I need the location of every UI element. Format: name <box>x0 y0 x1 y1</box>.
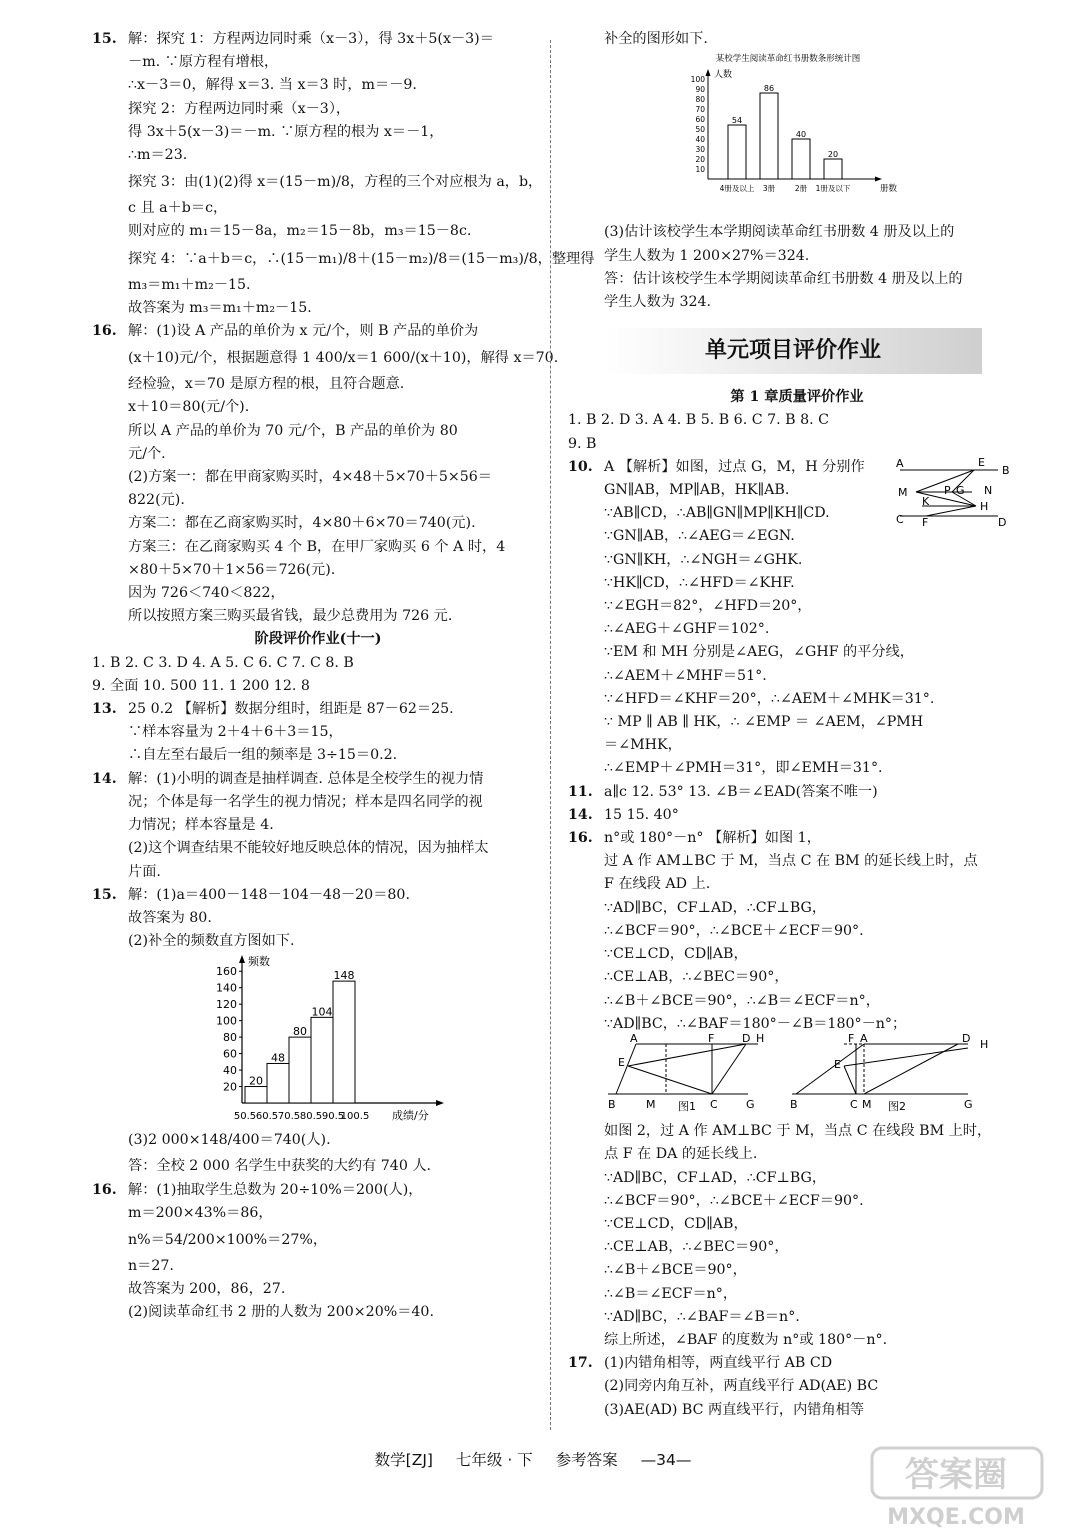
answer-text: (3)估计该校学生本学期阅读革命红书册数 4 册及以上的 <box>604 224 955 241</box>
answer-text: ∵AD∥BC，∴∠BAF＝∠B＝n°. <box>604 1308 800 1325</box>
figure-point-label: D <box>962 1031 971 1045</box>
answer-line <box>568 990 1026 1013</box>
answer-text: ∵∠HFD＝∠KHF＝20°，∴∠AEM＋∠MHK＝31°. <box>604 690 935 707</box>
answer-line <box>568 291 1026 314</box>
figure-point-label: F <box>708 1031 715 1045</box>
footer-page-number: —34— <box>640 1451 692 1469</box>
hist-bar <box>289 1037 311 1103</box>
answer-line <box>92 861 544 884</box>
figure-point-label: A <box>860 1031 868 1045</box>
answer-text: ∴∠BCF＝90°，∴∠BCE＋∠ECF＝90°. <box>604 1192 864 1209</box>
answer-text: ∵AD∥BC，∴∠BAF＝180°－∠B＝180°－n°； <box>604 1015 907 1032</box>
question-line <box>92 28 544 51</box>
answer-text: 故答案为 200，86，27. <box>128 1281 286 1298</box>
answer-text: F 在线段 AD 上. <box>604 876 711 893</box>
bar-chart-category: 1册及以下 <box>815 184 851 194</box>
answer-text: (3)2 000×148/400＝740(人). <box>128 1132 331 1149</box>
answer-text: 答：估计该校学生本学期阅读革命红书册数 4 册及以上的 <box>604 270 963 287</box>
answer-line <box>92 197 544 220</box>
answer-text: 故答案为 80. <box>128 909 212 926</box>
answer-text: (2)补全的频数直方图如下. <box>128 933 295 950</box>
answer-line <box>92 930 544 953</box>
hist-x-tick: 90.5 <box>321 1111 345 1123</box>
hist-bar-label: 80 <box>293 1025 307 1039</box>
answer-line <box>92 721 544 744</box>
answer-line <box>92 98 544 121</box>
answer-line <box>92 274 544 297</box>
bar-chart-y-tick: 80 <box>695 95 705 105</box>
bar-chart-y-tick: 90 <box>695 85 705 95</box>
answer-line <box>92 907 544 930</box>
figure-point-label: D <box>742 1031 751 1045</box>
hist-y-tick: 60 <box>223 1047 237 1061</box>
bar-chart <box>668 51 908 213</box>
figure-q16-diagrams <box>568 1031 1026 1113</box>
answer-text: ∴∠AEM＋∠MHF＝51°. <box>604 667 767 684</box>
hist-y-tick: 40 <box>223 1064 237 1078</box>
hist-x-tick: 50.5 <box>233 1111 257 1123</box>
answer-line <box>568 641 1026 664</box>
question-number: 14. <box>568 806 593 823</box>
hist-bar <box>311 1018 333 1104</box>
question-line <box>568 804 1026 827</box>
question-number: 15. <box>92 886 117 903</box>
answer-text: ∴∠B＋∠BCE＝90°，∴∠B＝∠ECF＝n°， <box>604 992 880 1009</box>
answer-text: m＝200×43%＝86， <box>128 1204 273 1221</box>
hist-bar <box>333 981 355 1103</box>
answer-line <box>568 572 1026 595</box>
answer-text: 况；个体是每一名学生的视力情况；样本是四名同学的视 <box>128 793 483 810</box>
answer-text: 解：(1)a＝400－148－104－48－20＝80. <box>128 886 410 903</box>
answer-text: 探究 3：由(1)(2)得 x＝(15－m)/8，方程的三个对应根为 a，b， <box>128 174 543 191</box>
question-line <box>568 1352 1026 1375</box>
answer-line <box>568 1167 1026 1190</box>
answer-line <box>92 512 544 535</box>
answer-line <box>568 618 1026 641</box>
figure-point-label: B <box>608 1097 616 1111</box>
figure-q10-parallel-lines <box>894 456 1018 532</box>
section-heading <box>568 386 1026 409</box>
answer-line <box>92 74 544 97</box>
answer-text: ∴∠B＝∠ECF＝n°， <box>604 1285 738 1302</box>
figure-point-label: E <box>978 455 985 469</box>
question-number: 17. <box>568 1355 593 1372</box>
question-number: 16. <box>92 1181 117 1198</box>
answer-text: ＝∠MHK， <box>604 737 682 754</box>
answer-line <box>92 559 544 582</box>
bar-chart-bar <box>760 93 778 179</box>
answer-text: 得 3x＋5(x－3)＝－m. ∵原方程的根为 x＝－1， <box>128 123 444 140</box>
watermark-text: 答案圈 <box>905 1455 1007 1495</box>
answer-line <box>568 757 1026 780</box>
hist-bar <box>245 1087 267 1103</box>
figure-point-label: B <box>790 1097 798 1111</box>
answer-line <box>92 1155 544 1178</box>
answer-text: 15 15. 40° <box>604 806 679 823</box>
figure-point-label: H <box>980 499 989 513</box>
answer-line <box>568 873 1026 896</box>
hist-y-tick: 160 <box>216 965 237 979</box>
answer-text: ∴CE⊥AB，∴∠BEC＝90°， <box>604 969 789 986</box>
bar-chart-bar <box>792 139 810 179</box>
answer-text: 解：(1)小明的调查是抽样调查. 总体是全校学生的视力情 <box>128 770 484 787</box>
figure-point-label: N <box>984 483 993 497</box>
answer-line <box>568 1259 1026 1282</box>
question-line <box>568 781 1026 804</box>
answer-text: 力情况；样本容量是 4. <box>128 817 274 834</box>
question-number: 16. <box>568 830 593 847</box>
hist-bar-label: 148 <box>333 969 355 983</box>
column-divider <box>550 40 551 1430</box>
bar-chart-value-label: 20 <box>827 150 839 160</box>
section-heading-text: 第 1 章质量评价作业 <box>730 389 864 406</box>
hist-y-tick: 120 <box>216 998 237 1012</box>
bar-chart-value-label: 40 <box>795 130 807 140</box>
answer-text: ∴∠BCF＝90°，∴∠BCE＋∠ECF＝90°. <box>604 922 864 939</box>
question-line <box>92 884 544 907</box>
answer-text: (2)方案一：都在甲商家购买时，4×48＋5×70＋5×56＝ <box>128 469 492 486</box>
answer-text: (x＋10)元/个，根据题意得 1 400/x＝1 600/(x＋10)，解得 x＝70. <box>128 350 559 367</box>
bar-chart-category: 2册 <box>794 184 808 194</box>
answer-text: 解：(1)设 A 产品的单价为 x 元/个，则 B 产品的单价为 <box>128 323 479 340</box>
question-line <box>92 320 544 343</box>
answer-text: 学生人数为 1 200×27%＝324. <box>604 247 810 264</box>
answer-text: ∴∠B＋∠BCE＝90°， <box>604 1262 747 1279</box>
answer-text: ∵样本容量为 2＋4＋6＋3＝15， <box>128 724 343 741</box>
question-number: 10. <box>568 458 593 475</box>
answer-text: c 且 a＋b＝c， <box>128 200 228 217</box>
answer-line <box>568 595 1026 618</box>
answer-text: 过 A 作 AM⊥BC 于 M，当点 C 在 BM 的延长线上时，点 <box>604 853 978 870</box>
bar-chart-value-label: 86 <box>763 84 775 94</box>
answer-text: (2)这个调查结果不能较好地反映总体的情况，因为抽样太 <box>128 840 489 857</box>
answer-text: 则对应的 m₁＝15－8a，m₂＝15－8b，m₃＝15－8c. <box>128 223 472 240</box>
bar-chart-xlabel: 册数 <box>880 184 898 195</box>
bar-chart-bar <box>728 125 746 179</box>
question-line <box>92 1179 544 1202</box>
answer-text: m₃＝m₁＋m₂－15. <box>128 276 251 293</box>
answer-text: ∴∠AEG＋∠GHF＝102°. <box>604 621 770 638</box>
answer-line <box>92 396 544 419</box>
bar-chart-y-tick: 10 <box>695 165 705 175</box>
bar-chart-figure <box>568 51 1026 221</box>
answer-line <box>92 1125 544 1155</box>
answer-key-row <box>92 675 544 698</box>
bar-chart-value-label: 54 <box>731 116 743 126</box>
footer-subject: 数学[ZJ] <box>374 1451 433 1469</box>
section-banner-title: 单元项目评价作业 <box>604 328 982 374</box>
figure-point-label: M <box>646 1097 656 1111</box>
figure-point-label: C <box>896 512 904 526</box>
answer-line <box>92 1202 544 1225</box>
answer-text: ∵AD∥BC，CF⊥AD，∴CF⊥BG， <box>604 899 827 916</box>
answer-text: 故答案为 m₃＝m₁＋m₂－15. <box>128 299 312 316</box>
answer-text: ∵CE⊥CD，CD∥AB， <box>604 946 748 963</box>
figure-point-label: G <box>956 483 965 497</box>
answer-text: ∴CE⊥AB，∴∠BEC＝90°， <box>604 1239 789 1256</box>
answer-text: (1)内错角相等，两直线平行 AB CD <box>604 1355 833 1372</box>
answer-line <box>568 711 1026 734</box>
answer-line <box>92 814 544 837</box>
answer-line <box>92 297 544 320</box>
hist-y-tick: 140 <box>216 982 237 996</box>
footer-grade: 七年级 · 下 <box>455 1451 533 1469</box>
figure-point-label: M <box>862 1097 872 1111</box>
answer-line <box>92 121 544 144</box>
figure-point-label: G <box>746 1097 755 1111</box>
answer-line <box>568 268 1026 291</box>
figure-point-label: E <box>834 1057 841 1071</box>
answer-line <box>92 791 544 814</box>
hist-x-tick: 80.5 <box>299 1111 323 1123</box>
answer-line <box>568 897 1026 920</box>
answer-line <box>568 1306 1026 1329</box>
figure-point-label: C <box>710 1097 718 1111</box>
bar-chart-title: 某校学生阅读革命红书册数条形统计图 <box>715 54 861 65</box>
answer-text: ∵ MP ∥ AB ∥ HK，∴ ∠EMP ＝ ∠AEM，∠PMH <box>604 714 924 731</box>
answer-line <box>568 966 1026 989</box>
bar-chart-category: 4册及以上 <box>719 184 755 194</box>
answer-line <box>568 1236 1026 1259</box>
bar-chart-bar <box>824 159 842 179</box>
answer-text: ∵GN∥AB，∴∠AEG＝∠EGN. <box>604 528 795 545</box>
question-number: 14. <box>92 770 117 787</box>
answer-line <box>92 582 544 605</box>
answer-line <box>92 167 544 197</box>
answer-line <box>568 920 1026 943</box>
figure-point-label: 图1 <box>678 1099 696 1113</box>
hist-y-tick: 20 <box>223 1080 237 1094</box>
watermark-url: MXQE.COM <box>887 1505 1025 1530</box>
answer-key-text: 9. 全面 10. 500 11. 1 200 12. 8 <box>92 677 310 694</box>
answer-key-text: 1. B 2. D 3. A 4. B 5. B 6. C 7. B 8. C <box>568 412 829 429</box>
answer-text: 答：全校 2 000 名学生中获奖的大约有 740 人. <box>128 1158 432 1175</box>
answer-text: 经检验，x＝70 是原方程的根，且符合题意. <box>128 376 405 393</box>
figure-point-label: M <box>898 485 908 499</box>
answer-line <box>92 373 544 396</box>
question-number: 11. <box>568 783 593 800</box>
hist-x-tick: 70.5 <box>277 1111 301 1123</box>
answer-line <box>92 605 544 628</box>
hist-y-tick: 100 <box>216 1014 237 1028</box>
answer-text: (3)AE(AD) BC 两直线平行，内错角相等 <box>604 1401 865 1418</box>
answer-line <box>92 744 544 767</box>
answer-line <box>568 1190 1026 1213</box>
answer-text: 片面. <box>128 863 161 880</box>
figure-point-label: B <box>1002 463 1010 477</box>
answer-text: 学生人数为 324. <box>604 294 712 311</box>
answer-text: x＋10＝80(元/个). <box>128 399 250 416</box>
answer-line <box>568 245 1026 268</box>
figure-point-label: A <box>896 456 904 470</box>
answer-text: 元/个. <box>128 445 166 462</box>
answer-line <box>568 943 1026 966</box>
answer-line <box>568 549 1026 572</box>
answer-text: 探究 2：方程两边同时乘（x－3）， <box>128 100 351 117</box>
bar-chart-y-tick: 60 <box>695 115 705 125</box>
frequency-histogram <box>92 953 544 1125</box>
answer-text: 综上所述，∠BAF 的度数为 n°或 180°－n°. <box>604 1331 888 1348</box>
question-line <box>92 768 544 791</box>
hist-y-tick: 80 <box>223 1031 237 1045</box>
answer-line <box>568 1399 1026 1422</box>
answer-text: 补全的图形如下. <box>604 31 708 47</box>
bar-chart-y-tick: 70 <box>695 105 705 115</box>
answer-line <box>568 850 1026 873</box>
hist-x-tick: 60.5 <box>255 1111 279 1123</box>
answer-text: 方案二：都在乙商家购买时，4×80＋6×70＝740(元). <box>128 515 476 532</box>
answer-text: ∴∠EMP＋∠PMH＝31°，即∠EMH＝31°. <box>604 760 883 777</box>
answer-line <box>568 1283 1026 1306</box>
answer-line <box>92 466 544 489</box>
answer-line <box>92 1255 544 1278</box>
bar-chart-y-tick: 40 <box>695 135 705 145</box>
question-number: 15. <box>92 31 117 47</box>
answer-text: n%＝54/200×100%＝27%， <box>128 1231 328 1248</box>
answer-text: ∵∠EGH＝82°，∠HFD＝20°， <box>604 598 812 615</box>
answer-line <box>568 1375 1026 1398</box>
answer-line <box>568 221 1026 244</box>
answer-text: 点 F 在 DA 的延长线上. <box>604 1146 758 1163</box>
answer-key-row <box>568 433 1026 456</box>
answer-line <box>92 1301 544 1324</box>
answer-text: 探究 4：∵a＋b＝c，∴(15－m₁)/8＋(15－m₂)/8＝(15－m₃)/8，整理得 <box>128 250 595 267</box>
answer-text: (2)同旁内角互补，两直线平行 AD(AE) BC <box>604 1378 879 1395</box>
answer-text: n°或 180°－n° 【解析】如图 1， <box>604 830 821 847</box>
answer-text: ∴m＝23. <box>128 147 188 164</box>
answer-text: 因为 726＜740＜822， <box>128 585 285 602</box>
figure-point-label: G <box>964 1097 973 1111</box>
question-number: 13. <box>92 701 117 718</box>
answer-text: a∥c 12. 53° 13. ∠B＝∠EAD(答案不唯一) <box>604 783 878 800</box>
right-column <box>568 28 1026 1422</box>
bar-chart-y-tick: 50 <box>695 125 705 135</box>
answer-text: n＝27. <box>128 1257 174 1274</box>
hist-bar <box>267 1064 289 1104</box>
answer-text: 25 0.2 【解析】数据分组时，组距是 87－62＝25. <box>128 701 454 718</box>
answer-key-text: 9. B <box>568 435 597 452</box>
answer-line <box>568 665 1026 688</box>
figure-point-label: H <box>756 1031 765 1045</box>
answer-line <box>568 1143 1026 1166</box>
bar-chart-y-tick: 20 <box>695 155 705 165</box>
watermark-logo <box>858 1440 1048 1532</box>
answer-line <box>568 734 1026 757</box>
answer-line <box>92 443 544 466</box>
figure-point-label: E <box>618 1055 625 1069</box>
answer-text: GN∥AB，MP∥AB，HK∥AB. <box>604 482 790 499</box>
answer-line <box>92 1278 544 1301</box>
figure-point-label: 图2 <box>888 1099 906 1113</box>
question-line <box>568 827 1026 850</box>
figure-point-label: F <box>922 515 929 529</box>
figure-point-label: D <box>998 515 1007 529</box>
answer-text: ∵EM 和 MH 分别是∠AEG，∠GHF 的平分线， <box>604 644 914 661</box>
answer-text: ∵AB∥CD，∴AB∥GN∥MP∥KH∥CD. <box>604 505 830 522</box>
answer-text: ∵GN∥KH，∴∠NGH＝∠GHK. <box>604 551 803 568</box>
answer-line <box>568 1213 1026 1236</box>
answer-text: 822(元). <box>128 492 185 509</box>
figure-point-label: A <box>630 1031 638 1045</box>
answer-text: 解：探究 1：方程两边同时乘（x－3），得 3x＋5(x－3)＝ <box>128 31 494 47</box>
footer-label: 参考答案 <box>555 1451 618 1469</box>
answer-text: 所以 A 产品的单价为 70 元/个，B 产品的单价为 80 <box>128 422 458 439</box>
bar-chart-category: 3册 <box>762 184 776 194</box>
hist-ylabel: 频数 <box>248 955 270 969</box>
hist-bar-label: 104 <box>311 1005 333 1019</box>
answer-line <box>92 220 544 243</box>
question-line <box>92 698 544 721</box>
figure-point-label: P <box>944 483 951 497</box>
answer-text: 如图 2，过 A 作 AM⊥BC 于 M，当点 C 在线段 BM 上时， <box>604 1123 992 1140</box>
bar-chart-ylabel: 人数 <box>714 70 733 81</box>
answer-line <box>92 51 544 74</box>
answer-line <box>92 144 544 167</box>
answer-text: ∵AD∥BC，CF⊥AD，∴CF⊥BG， <box>604 1169 827 1186</box>
answer-key-row <box>568 409 1026 432</box>
answer-line <box>92 536 544 559</box>
answer-key-text: 1. B 2. C 3. D 4. A 5. C 6. C 7. C 8. B <box>92 654 354 671</box>
answer-text: ∴自左至右最后一组的频率是 3÷15＝0.2. <box>128 747 398 764</box>
answer-line <box>568 688 1026 711</box>
answer-line <box>568 28 1026 51</box>
answer-text: ∵HK∥CD，∴∠HFD＝∠KHF. <box>604 574 795 591</box>
answer-text: －m. ∵原方程有增根， <box>128 54 279 71</box>
answer-text: ×80＋5×70＋1×56＝726(元). <box>128 561 336 578</box>
answer-line <box>92 1225 544 1255</box>
answer-text: (2)阅读革命红书 2 册的人数为 200×20%＝40. <box>128 1304 434 1321</box>
hist-bar-label: 20 <box>249 1074 263 1088</box>
section-heading <box>92 628 544 651</box>
answer-text: 所以按照方案三购买最省钱，最少总费用为 726 元. <box>128 608 453 625</box>
answer-text: 方案三：在乙商家购买 4 个 B，在甲厂家购买 6 个 A 时，4 <box>128 538 506 555</box>
answer-line <box>568 1329 1026 1352</box>
hist-xlabel: 成绩/分 <box>392 1109 429 1123</box>
bar-chart-y-tick: 30 <box>695 145 705 155</box>
answer-line <box>92 244 595 274</box>
hist-x-tick: 100.5 <box>340 1111 370 1123</box>
answer-line <box>92 420 544 443</box>
answer-line <box>92 489 544 512</box>
section-heading-text: 阶段评价作业(十一) <box>254 631 382 648</box>
figure-point-label: F <box>848 1031 855 1045</box>
question-number: 16. <box>92 323 117 340</box>
answer-line <box>568 1120 1026 1143</box>
answer-text: ∴x－3＝0，解得 x＝3. 当 x＝3 时，m＝－9. <box>128 77 417 94</box>
figure-point-label: C <box>850 1097 858 1111</box>
figure-point-label: H <box>980 1037 989 1051</box>
bar-chart-y-tick: 100 <box>690 75 705 85</box>
answer-text: ∵CE⊥CD，CD∥AB， <box>604 1215 748 1232</box>
answer-key-row <box>92 652 544 675</box>
answer-text: 解：(1)抽取学生总数为 20÷10%＝200(人)， <box>128 1181 423 1198</box>
answer-line <box>92 837 544 860</box>
figure-point-label: K <box>922 494 930 508</box>
hist-bar-label: 48 <box>271 1051 285 1065</box>
answer-text: A 【解析】如图，过点 G，M，H 分别作 <box>604 458 865 475</box>
answer-line <box>92 343 559 373</box>
